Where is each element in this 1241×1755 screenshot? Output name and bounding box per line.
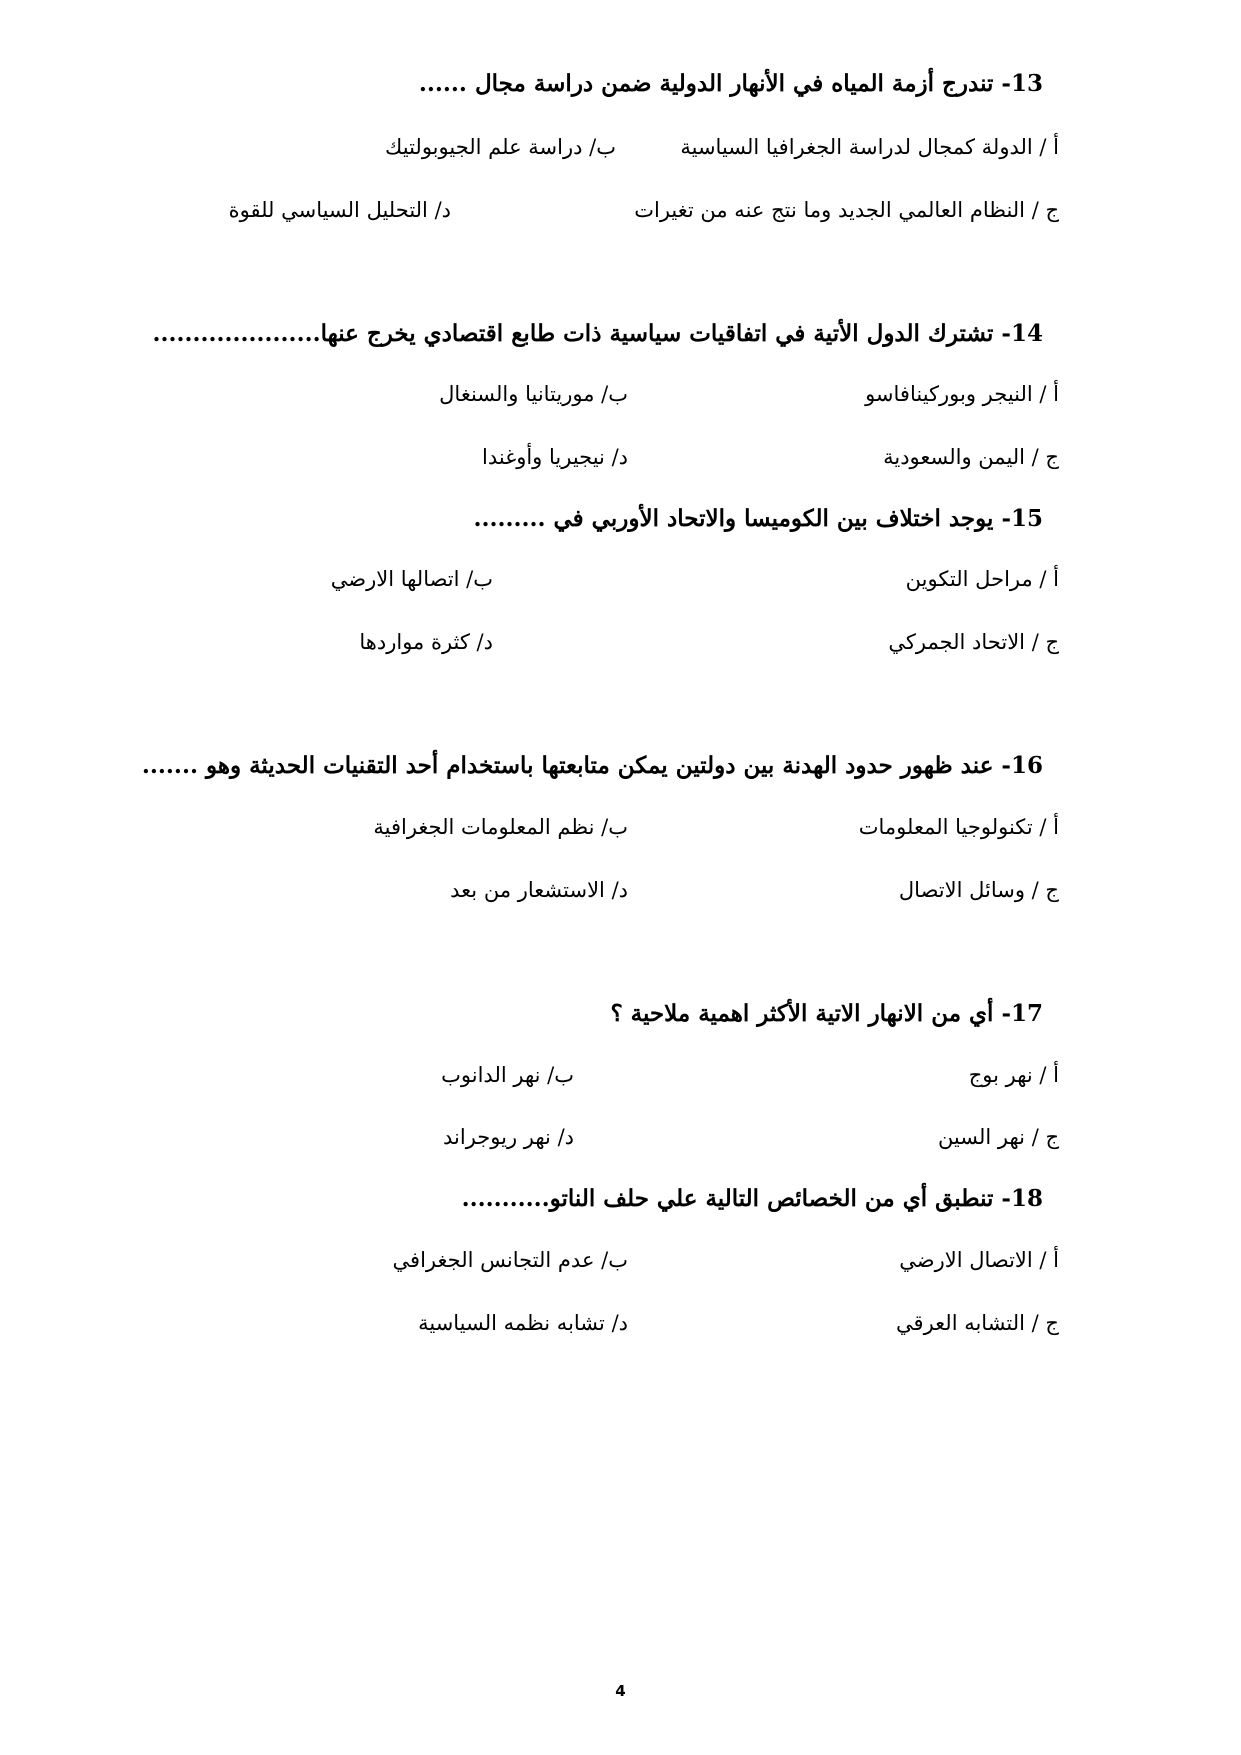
question-16-option-c: ج / وسائل الاتصال: [898, 878, 1059, 902]
question-14-option-c: ج / اليمن والسعودية: [883, 445, 1059, 469]
question-16-option-b: ب/ نظم المعلومات الجغرافية: [373, 815, 628, 839]
question-17-option-c: ج / نهر السين: [937, 1125, 1059, 1149]
question-17-text: 17- أي من الانهار الاتية الأكثر اهمية ملاحية ؟: [610, 1000, 1043, 1027]
question-13-option-b: ب/ دراسة علم الجيوبولتيك: [385, 135, 616, 159]
question-13-option-d: د/ التحليل السياسي للقوة: [228, 198, 451, 222]
question-14-option-b: ب/ موريتانيا والسنغال: [439, 382, 628, 406]
question-15-option-b: ب/ اتصالها الارضي: [330, 567, 493, 591]
question-15-option-d: د/ كثرة مواردها: [359, 630, 493, 654]
question-17-option-a: أ / نهر بوج: [968, 1063, 1059, 1087]
question-18-text: 18- تنطبق أي من الخصائص التالية علي حلف الناتو...........: [461, 1185, 1043, 1212]
question-14-text: 14- تشترك الدول الأتية في اتفاقيات سياسية ذات طابع اقتصادي يخرج عنها.....................: [152, 320, 1043, 347]
question-16-text: 16- عند ظهور حدود الهدنة بين دولتين يمكن متابعتها باستخدام أحد التقنيات الحديثة وهو .......: [141, 752, 1043, 779]
question-14-option-d: د/ نيجيريا وأوغندا: [482, 445, 628, 469]
question-17-option-b: ب/ نهر الدانوب: [441, 1063, 574, 1087]
question-18-option-c: ج / التشابه العرقي: [896, 1311, 1059, 1335]
question-16-option-a: أ / تكنولوجيا المعلومات: [858, 815, 1059, 839]
question-14-option-a: أ / النيجر وبوركينافاسو: [865, 382, 1059, 406]
question-17-option-d: د/ نهر ريوجراند: [443, 1125, 574, 1149]
page-number: 4: [615, 1682, 626, 1700]
question-15-option-a: أ / مراحل التكوين: [905, 567, 1059, 591]
question-13-option-c: ج / النظام العالمي الجديد وما نتج عنه من تغيرات: [634, 198, 1059, 222]
question-13-option-a: أ / الدولة كمجال لدراسة الجغرافيا السياسية: [680, 135, 1059, 159]
question-15-text: 15- يوجد اختلاف بين الكوميسا والاتحاد الأوربي في .........: [473, 505, 1043, 532]
question-13-text: 13- تندرج أزمة المياه في الأنهار الدولية ضمن دراسة مجال ......: [418, 70, 1043, 97]
question-16-option-d: د/ الاستشعار من بعد: [450, 878, 628, 902]
question-18-option-b: ب/ عدم التجانس الجغرافي: [392, 1248, 628, 1272]
question-18-option-a: أ / الاتصال الارضي: [899, 1248, 1059, 1272]
question-15-option-c: ج / الاتحاد الجمركي: [888, 630, 1059, 654]
question-18-option-d: د/ تشابه نظمه السياسية: [418, 1311, 628, 1335]
